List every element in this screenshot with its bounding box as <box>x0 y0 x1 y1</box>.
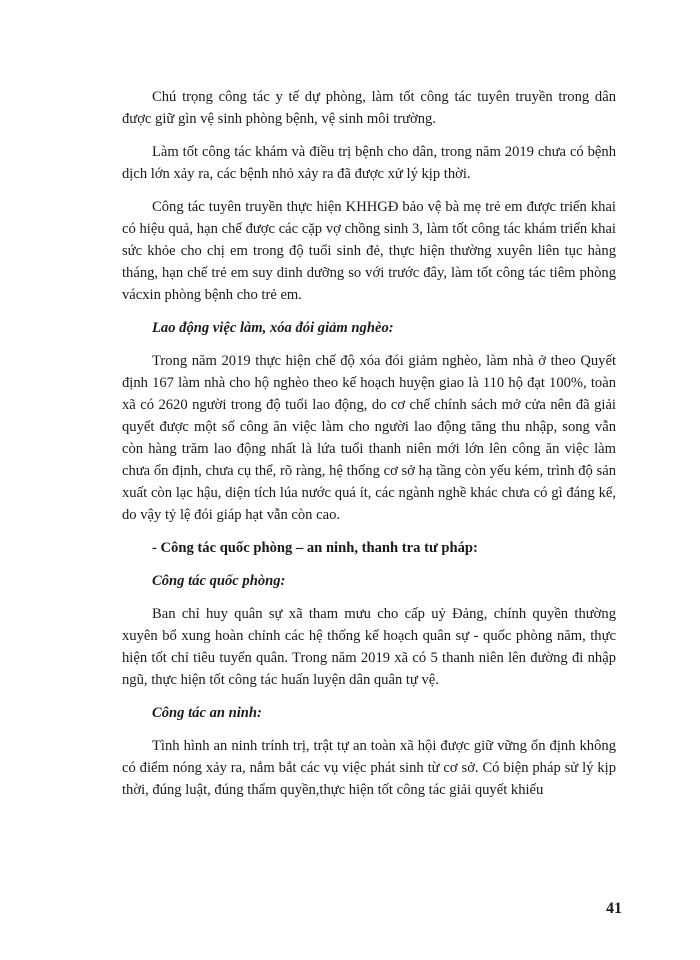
document-body <box>122 86 616 801</box>
page-number: 41 <box>606 900 622 917</box>
paragraph-family-planning: Công tác tuyên truyền thực hiện KHHGĐ bảo vệ bà mẹ trẻ em được triển khai có hiệu quả, hạn chế được các cặp vợ chồng sinh 3, làm tốt công tác khám triển khai sức khỏe cho chị em trong độ tuổi sinh đẻ, thực hiện thường xuyên liên tục hàng tháng, hạn chế trẻ em suy dinh dưỡng so với trước đây, làm tốt công tác tiêm phòng vácxin phòng bệnh cho trẻ em. <box>122 199 616 303</box>
heading-labor-employment: Lao động việc làm, xóa đói giảm nghèo: <box>152 320 394 336</box>
paragraph-military-command: Ban chỉ huy quân sự xã tham mưu cho cấp uỷ Đảng, chính quyền thường xuyên bổ xung hoàn chỉnh các hệ thống kế hoạch quân sự - quốc phòng năm, thực hiện tốt chỉ tiêu tuyển quân. Trong năm 2019 xã có 5 thanh niên lên đường đi nhập ngũ, thực hiện tốt công tác huấn luyện dân quân tự vệ. <box>122 606 616 688</box>
paragraph-public-security: Tình hình an ninh trính trị, trật tự an toàn xã hội được giữ vững ổn định không có điểm nóng xảy ra, nắm bắt các vụ việc phát sinh từ cơ sở. Có biện pháp sử lý kịp thời, đúng luật, đúng thẩm quyền,thực hiện tốt công tác giải quyết khiếu <box>122 738 616 798</box>
heading-security: Công tác an ninh: <box>152 705 262 721</box>
section-heading-defense-security: - Công tác quốc phòng – an ninh, thanh tra tư pháp: <box>152 540 478 556</box>
paragraph-poverty-reduction: Trong năm 2019 thực hiện chế độ xóa đói giảm nghèo, làm nhà ở theo Quyết định 167 làm nhà cho hộ nghèo theo kế hoạch huyện giao là 110 hộ đạt 100%, toàn xã có 2620 người trong độ tuổi lao động, do cơ chế chính sách mở cửa nên đã giải quyết được một số công ăn việc làm cho người lao động tăng thu nhập, song vẫn còn hàng trăm lao động nhất là lứa tuổi thanh niên mới lớn lên công ăn việc làm chưa ổn định, chưa cụ thể, rõ ràng, hệ thống cơ sở hạ tầng còn yếu kém, trình độ sản xuất còn lạc hậu, diện tích lúa nước quá ít, các ngành nghề khác chưa có gì đáng kể, do vậy tỷ lệ đói giáp hạt vẫn còn cao. <box>122 353 616 523</box>
paragraph-treatment: Làm tốt công tác khám và điều trị bệnh cho dân, trong năm 2019 chưa có bệnh dịch lớn xảy ra, các bệnh nhỏ xảy ra đã được xử lý kịp thời. <box>122 144 616 182</box>
heading-national-defense: Công tác quốc phòng: <box>152 573 286 589</box>
paragraph-preventive-health: Chú trọng công tác y tế dự phòng, làm tốt công tác tuyên truyền trong dân được giữ gìn vệ sinh phòng bệnh, vệ sinh môi trường. <box>122 89 616 127</box>
